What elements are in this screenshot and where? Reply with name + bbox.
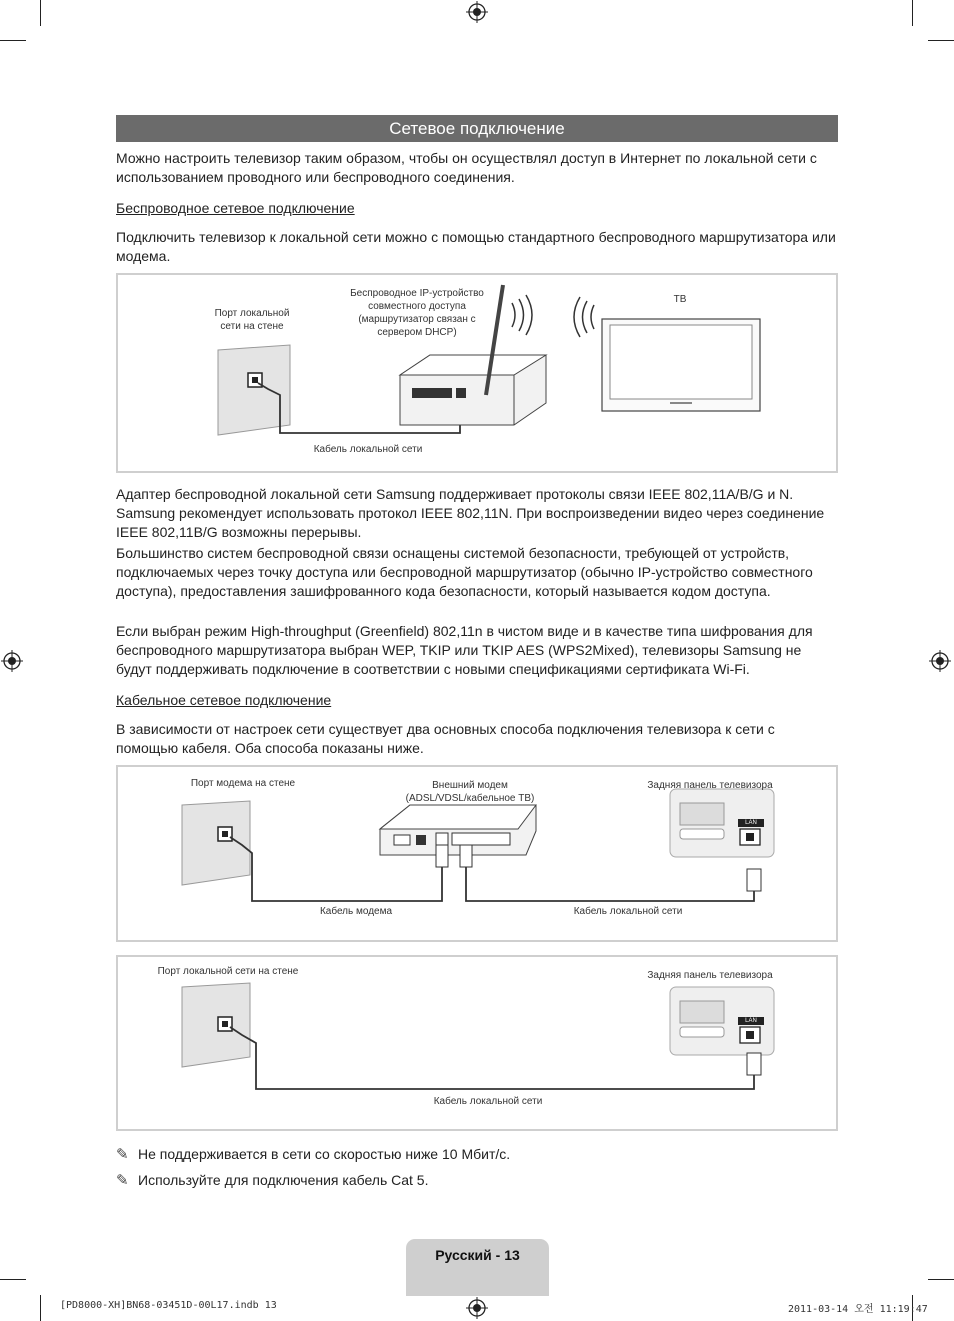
tv-back-panel-label: Задняя панель телевизора — [647, 780, 773, 791]
registration-mark-icon — [1, 650, 23, 672]
wireless-paragraph: Если выбран режим High-throughput (Greenfield) 802,11n в чистом виде и в качестве типа шифрования для беспроводного маршрутизатора выбран WEP, TKIP или TKIP AES (WPS2Mixed), телевизоры Samsung не будут поддерживать подключение в соответствии с новыми спецификациями сертификата Wi-Fi. — [116, 623, 813, 677]
pencil-icon: ✎ — [116, 1146, 129, 1163]
wireless-text: Подключить телевизор к локальной сети можно с помощью стандартного беспроводного маршрутизатора или модема. — [116, 229, 836, 264]
lan-cable-label: Кабель локальной сети — [313, 444, 423, 455]
crop-mark — [0, 40, 26, 41]
wired-heading: Кабельное сетевое подключение — [116, 692, 332, 708]
lan-wall-port-label: Порт локальной сети на стене — [157, 966, 299, 977]
wired-text: В зависимости от настроек сети существует два основных способа подключения телевизора к сети с помощью кабеля. Оба способа показаны ниже. — [116, 721, 775, 756]
modem-wall-port-label: Порт модема на стене — [190, 778, 296, 789]
wired-diagram-wall-lan — [116, 955, 838, 1131]
pencil-icon: ✎ — [116, 1172, 129, 1189]
lan-port-label: LAN — [738, 1017, 764, 1025]
lan-port-label: LAN — [738, 819, 764, 827]
wireless-heading: Беспроводное сетевое подключение — [116, 200, 355, 216]
registration-mark-icon — [466, 1297, 488, 1319]
router-label: Беспроводное IP-устройство совместного доступа (маршрутизатор связан с сервером DHCP) — [350, 288, 484, 338]
lan-cable-label: Кабель локальной сети — [433, 1096, 543, 1107]
note-text: Не поддерживается в сети со скоростью ниже 10 Мбит/с. — [138, 1146, 511, 1162]
wireless-paragraph: Адаптер беспроводной локальной сети Samsung поддерживает протоколы связи IEEE 802,11A/B/G и N. Samsung рекомендует использовать протокол IEEE 802,11N. При воспроизведении видео через соединение IEEE 802,11B/G возможны перерывы. — [116, 486, 825, 540]
footer-file-info: [PD8000-XH]BN68-03451D-00L17.indb 13 — [60, 1300, 277, 1311]
intro-text: Можно настроить телевизор таким образом, чтобы он осуществлял доступ в Интернет по локальной сети с использованием проводного или беспроводного соединения. — [116, 150, 817, 185]
tv-back-panel-label: Задняя панель телевизора — [647, 970, 773, 981]
note-item — [116, 1145, 510, 1164]
modem-label: Внешний модем (ADSL/VDSL/кабельное ТВ) — [405, 780, 535, 804]
wireless-paragraph: Большинство систем беспроводной связи оснащены системой безопасности, требующей от устройств, подключаемых через точку доступа или беспроводной маршрутизатор (обычно IP-устройство совместного доступа), предоставления зашифрованного кода безопасности, который называется кодом доступа. — [116, 545, 813, 599]
wall-port-label: Порт локальной сети на стене — [214, 308, 290, 332]
crop-mark — [40, 0, 41, 26]
crop-mark — [0, 1279, 26, 1280]
note-text: Используйте для подключения кабель Cat 5. — [138, 1172, 429, 1188]
registration-mark-icon — [929, 650, 951, 672]
wired-diagram-modem — [116, 765, 838, 942]
page-number-tab: Русский - 13 — [406, 1239, 549, 1296]
footer-timestamp: 2011-03-14 오전 11:19:47 — [788, 1304, 928, 1315]
crop-mark — [928, 1279, 954, 1280]
wireless-diagram — [116, 273, 838, 473]
crop-mark — [928, 40, 954, 41]
note-item — [116, 1171, 429, 1190]
modem-cable-label: Кабель модема — [319, 906, 393, 917]
lan-cable-label: Кабель локальной сети — [573, 906, 683, 917]
tv-label: ТВ — [673, 294, 687, 305]
crop-mark — [40, 1295, 41, 1321]
crop-mark — [912, 0, 913, 26]
section-title: Сетевое подключение — [116, 115, 838, 142]
registration-mark-icon — [466, 1, 488, 23]
